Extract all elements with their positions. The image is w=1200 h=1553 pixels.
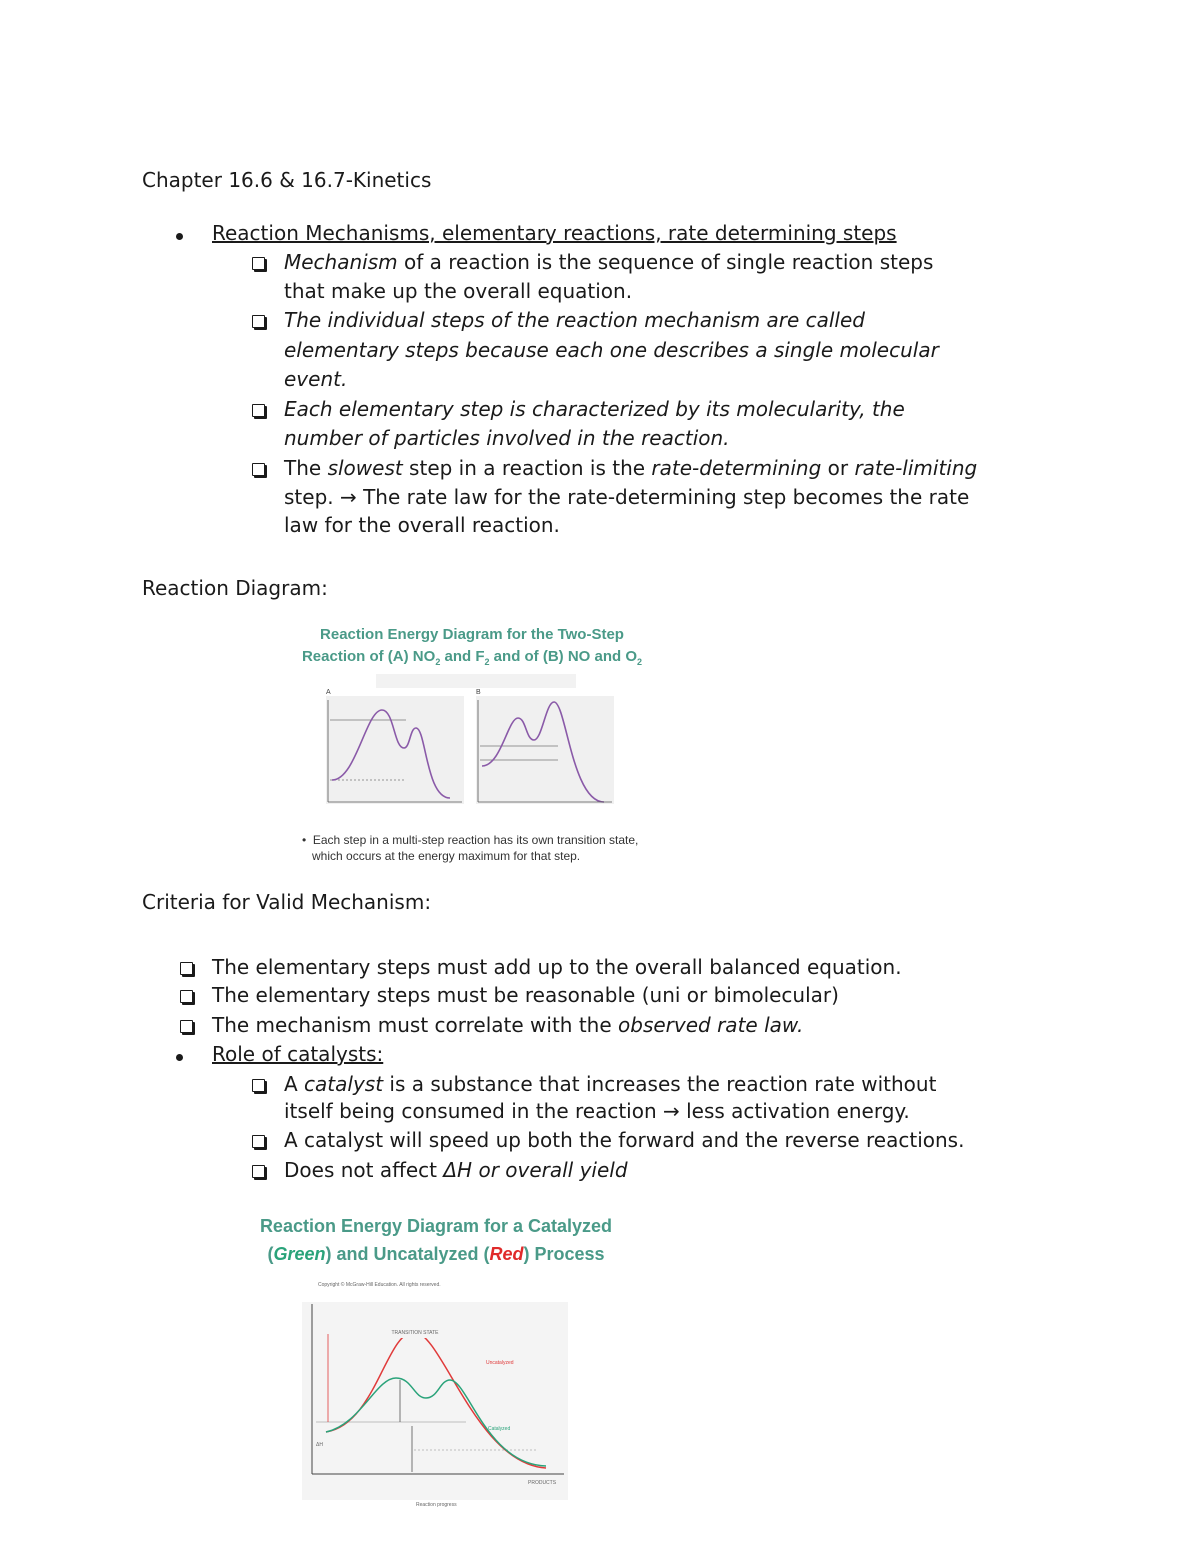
mechanism-item-4-line-3: law for the overall reaction. (284, 513, 560, 537)
checkbox-icon (252, 1165, 265, 1178)
checkbox-icon (252, 1135, 265, 1148)
catalysts-item-1-line-2: itself being consumed in the reaction → less activation energy. (284, 1099, 910, 1123)
catalysts-heading: Role of catalysts: (212, 1042, 384, 1066)
mechanism-item-2-line-3: event. (284, 367, 348, 391)
mechanisms-heading: Reaction Mechanisms, elementary reactions, rate determining steps (212, 221, 897, 245)
catalyzed-label: Catalyzed (488, 1426, 511, 1432)
checkbox-icon (252, 257, 265, 270)
mechanism-item-4-line-2: step. → The rate law for the rate-determining step becomes the rate (284, 485, 970, 509)
panel-a-frame (326, 696, 464, 804)
checkbox-icon (252, 1079, 265, 1092)
checkbox-icon (252, 315, 265, 328)
figure2-plot (236, 1274, 636, 1510)
figure1-caption-box (376, 674, 576, 688)
mechanism-item-2-line-2: elementary steps because each one describes a single molecular (284, 338, 939, 362)
catalysts-item-1-line-1: A catalyst is a substance that increases the reaction rate without (284, 1072, 937, 1096)
checkbox-icon (252, 463, 265, 476)
catalysts-item-2: A catalyst will speed up both the forward and the reverse reactions. (284, 1128, 965, 1152)
criteria-item-3: The mechanism must correlate with the observed rate law. (212, 1013, 804, 1037)
checkbox-icon (252, 404, 265, 417)
mechanism-item-1-line-2: that make up the overall equation. (284, 279, 633, 303)
products-label: PRODUCTS (528, 1480, 557, 1486)
figure1-note: • Each step in a multi-step reaction has its own transition state, which occurs at the energy maximum for that step. (302, 833, 639, 863)
bullet-icon (176, 1054, 183, 1061)
criteria-item-2: The elementary steps must be reasonable (uni or bimolecular) (212, 983, 839, 1007)
delta-h-label: ΔH (316, 1442, 323, 1448)
page-title: Chapter 16.6 & 16.7-Kinetics (142, 168, 432, 192)
catalysis-energy-diagram (236, 1210, 636, 1520)
figure1-title-line-1: Reaction Energy Diagram for the Two-Step (320, 626, 624, 643)
transition-state-label: TRANSITION STATE (391, 1330, 439, 1336)
mechanism-item-3-line-1: Each elementary step is characterized by its molecularity, the (284, 397, 905, 421)
figure2-copyright: Copyright © McGraw-Hill Education. All rights reserved. (318, 1282, 441, 1288)
panel-b-label: B (476, 689, 481, 696)
panel-a-label: A (326, 689, 331, 696)
panel-b-frame (476, 696, 614, 804)
mechanism-item-3-line-2: number of particles involved in the reaction. (284, 426, 730, 450)
bullet-icon (176, 233, 183, 240)
catalysts-item-3: Does not affect ΔH or overall yield (284, 1158, 628, 1182)
criteria-item-1: The elementary steps must add up to the overall balanced equation. (212, 955, 902, 979)
mechanism-item-2-line-1: The individual steps of the reaction mechanism are called (284, 308, 865, 332)
figure2-title-line-1: Reaction Energy Diagram for a Catalyzed (259, 1216, 613, 1236)
figure2-title-line-2: (Green) and Uncatalyzed (Red) Process (267, 1244, 605, 1264)
x-axis-label: Reaction progress (416, 1502, 457, 1508)
figure1-plots (286, 670, 658, 835)
checkbox-icon (180, 1020, 193, 1033)
reaction-diagram-label: Reaction Diagram: (142, 576, 328, 600)
mechanism-item-1-line-1: Mechanism of a reaction is the sequence of single reaction steps (284, 250, 934, 274)
uncatalyzed-label: Uncatalyzed (486, 1360, 514, 1366)
two-step-energy-diagram (286, 620, 658, 870)
checkbox-icon (180, 962, 193, 975)
figure1-title-line-2: Reaction of (A) $NO_2$ and $F_2$ and of (B) NO and $O_2$ (301, 648, 643, 667)
mechanism-item-4-line-1: The slowest step in a reaction is the rate-determining or rate-limiting (284, 456, 978, 480)
checkbox-icon (180, 990, 193, 1003)
criteria-heading: Criteria for Valid Mechanism: (142, 890, 432, 914)
